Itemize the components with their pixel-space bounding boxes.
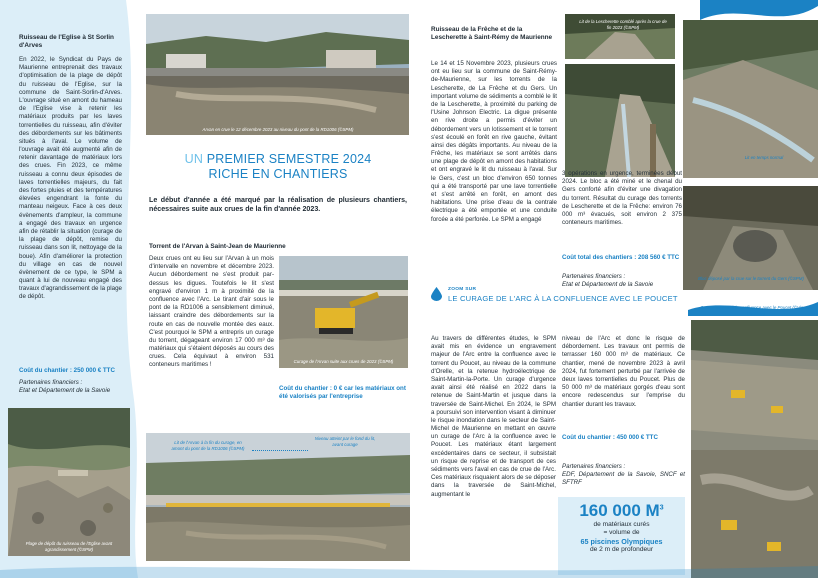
photo-lescherette-normal — [565, 64, 675, 177]
photo-eglise-deposit — [8, 408, 130, 556]
wave-bottom — [0, 560, 818, 578]
photo-gers-block — [683, 186, 818, 290]
arvan-body: Deux crues ont eu lieu sur l'Arvan à un mois d'intervalle en novembre et décembre 2023. Aucun débordement ne s'est produit par-dessus les digues. Toutefois le lit s'est engravé d'environ 1 m à proximité de la confluence avec l'Arc. Le tirant d'air sous le pont de la RD1006 a sensiblement diminué, laissant craindre des débordements sur la route en cas de nouvelle montée des eaux. C'est pourquoi le SPM a entrepris un curage du torrent, dégageant environ 17 000 m³ de matériaux qui s'étaient déposés au cours des crues. Cela équivaut à environ 531 conteneurs maritimes ! — [149, 255, 274, 369]
lead-paragraph: Le début d'année a été marqué par la réalisation de plusieurs chantiers, nécessaires suite aux crues de la fin d'année 2023. — [149, 196, 407, 214]
left-partners-label: Partenaires financiers : — [19, 379, 83, 386]
left-photo-caption: Plage de dépôt du ruisseau de l'Eglise avant agrandissement (©SPM) — [25, 541, 113, 552]
arvan-photo-caption: Curage de l'Arvan suite aux crues de 2023 (©SPM) — [293, 359, 394, 364]
zoom-partners-label: Partenaires financiers : — [562, 463, 626, 470]
stat-line-3: 65 piscines Olympiques — [580, 537, 663, 547]
arvan-heading: Torrent de l'Arvan à Saint-Jean de Maurienne — [149, 243, 286, 250]
photo-arvan-flood — [146, 14, 409, 135]
photo-arvan-curage — [279, 256, 408, 368]
caption-dotted-line — [252, 450, 308, 451]
freche-partners-label: Partenaires financiers : — [562, 273, 626, 280]
zoom-partners: EDF, Département de la Savoie, SNCF et SFTRF — [562, 471, 685, 487]
title-rest: PREMIER SEMESTRE 2024 — [203, 152, 372, 166]
left-cost: Coût du chantier : 250 000 € TTC — [19, 367, 115, 374]
title-line2: RICHE EN CHANTIERS — [208, 166, 348, 181]
zoom-body-2: niveau de l'Arc et donc le risque de débordement. Les travaux ont permis de terrasser 160 000 m³ de matériaux. Ce chantier, mené de novembre 2023 à avril 2024, fut fortement perturbé par l'arrivée de deux laves torrentielles du Poucet. Plus de 50 000 m³ de matériaux gorgés d'eau sont encore redescendus sur l'emprise du chantier durant les travaux. — [562, 335, 685, 408]
freche-partners: Etat et Département de la Savoie — [562, 281, 654, 288]
stat-number: 160 000 M — [579, 501, 660, 520]
freche-cost: Coût total des chantiers : 208 560 € TTC — [562, 254, 680, 261]
freche-heading: Ruisseau de la Frêche et de la Lescherette à Saint-Rémy de Maurienne — [431, 26, 553, 41]
stat-line-2: = volume de — [603, 529, 640, 537]
title-un: UN — [184, 152, 204, 166]
left-heading: Ruisseau de l'Eglise à St Sorlin d'Arves — [19, 34, 114, 49]
stat-number-line — [558, 502, 685, 521]
stat-sup: 3 — [659, 502, 664, 512]
bottom-caption-right: Niveau atteint par le fond du lit, avant curage — [314, 436, 376, 447]
zoom-title: LE CURAGE DE L'ARC À LA CONFLUENCE AVEC LE POUCET — [448, 294, 678, 303]
zoom-body-1: Au travers de différentes études, le SPM avait mis en évidence un engravement majeur de l'Arc entre la confluence avec le torrent du Poucet, au niveau de la commune d'Orelle, et la retenue hydroélectrique de Saint-Martin-la-Porte. Un curage d'urgence avait ainsi été réalisé en 2022 dans la retenue de Saint-Martin et jusque dans la traversée de Saint-Michel. En 2024, le SPM a poursuivi son intervention visant à diminuer le risque inondation dans le secteur de Saint-Michel de Maurienne en mettant en œuvre un curage de l'Arc à la confluence avec le Poucet. Les matériaux étant largement excédentaires dans ce secteur, il subsistait un risque de reprise et de transport de ces sédiments vers l'aval en cas de crue de l'Arc. Ces matériaux risquaient alors de se déposer dans la traversée de Saint-Michel, augmentant le — [431, 335, 556, 498]
crue-caption: Lit en temps normal — [744, 155, 784, 160]
water-drop-icon — [431, 287, 442, 301]
freche-body: Le 14 et 15 Novembre 2023, plusieurs crues ont eu lieu sur la commune de Saint-Rémy-de-Maurienne, sur les torrents de la Lescherette, de La Frêche et du Gers. Un important volume de sédiments a comblé le lit de la Lescherette, à proximité du parking de l'Usine Johnson Electric. La digue présente en rive droite a permis d'éviter un débordement vers un lotissement et le torrent s'est écoulé en forêt en rive gauche, évitant ainsi des dégâts importants. Au niveau de la Frêche, les matériaux se sont arrêtés dans une plage de dépôt en amont des habitations et ont engravé le lit du ruisseau à l'aval. Sur le Gers, c'est un bloc d'environ 650 tonnes qui a été transporté par une lave torrentielle et s'est arrêté en forêt, en amont des habitations. Une prise d'eau de la centrale électrique a été emportée et une conduite forcée a été perforée. Le SPM a engagé — [431, 60, 557, 223]
confluence-caption: Curage de l'Arc à la confluence avec le Poucet (©Vincent Boulnois) — [700, 305, 812, 316]
photo-confluence — [691, 320, 818, 578]
lescherette-caption: Lit de la Lescherette comblé après la crue de fin 2023 (©SPM) — [579, 19, 667, 30]
bottom-caption-left: Lit de l'Arvan à la fin du curage, en amont du pont de la RD1006 (©SPM) — [171, 440, 245, 451]
gers-caption: Bloc déposé par la crue sur le torrent du Gers (©SPM) — [698, 276, 804, 281]
stat-line-4: de 2 m de profondeur — [589, 546, 654, 554]
left-partners: Etat et Département de la Savoie — [19, 387, 111, 394]
left-body: En 2022, le Syndicat du Pays de Maurienne entreprenait des travaux d'optimisation de la plage de dépôt du ruisseau de l'Eglise, sur la commune de Saint-Sorlin-d'Arves. L'ouvrage situé en amont du hameau de l'Eglise vise à retenir les matériaux produits par les laves torrentielles du ruisseau, afin d'éviter des débordements sur les bâtiments situés à l'aval. Le volume de l'ouvrage avait été augmenté afin de retenir davantage de matériaux lors des crues. Fin 2023, ce même ruisseau a connu deux épisodes de laves torrentielles majeurs, du fait des fortes pluies et des températures élevées engendrant la fonte du manteau neigeux. Face à ces deux évènements d'ampleur, la commune a engagé des travaux en urgence afin de rétablir la situation (curage de la plage de dépôt, remise du ruisseau dans son lit, nettoyage de la boue). Afin d'améliorer la protection du village en cas de nouvel évènement de ce type, le SPM a quant à lui de nouveau engagé des travaux d'agrandissement de la plage de dépôt. — [19, 56, 122, 301]
center-top-caption: Arvan en crue le 12 décembre 2023 au niveau du pont de la RD1006 (©SPM) — [202, 127, 354, 132]
page-title — [150, 152, 406, 182]
freche-body-2: 3 opérations en urgence, terminées début 2024. Le bloc a été miné et le chenal du Gers conforté afin d'éviter une divagation du torrent. Résultat du curage des torrents de Lescherette et de la Frêche: environ 76 000 m³ évacués, soit environ 2 375 conteneurs maritimes. — [562, 170, 682, 227]
zoom-cost: Coût du chantier : 450 000 € TTC — [562, 434, 658, 441]
zoom-label: ZOOM SUR — [448, 287, 477, 292]
photo-arvan-after — [146, 433, 410, 561]
stat-line-1: de matériaux curés — [593, 521, 650, 528]
arvan-cost: Coût du chantier : 0 € car les matériaux ont été valorisés par l'entreprise — [279, 385, 406, 401]
